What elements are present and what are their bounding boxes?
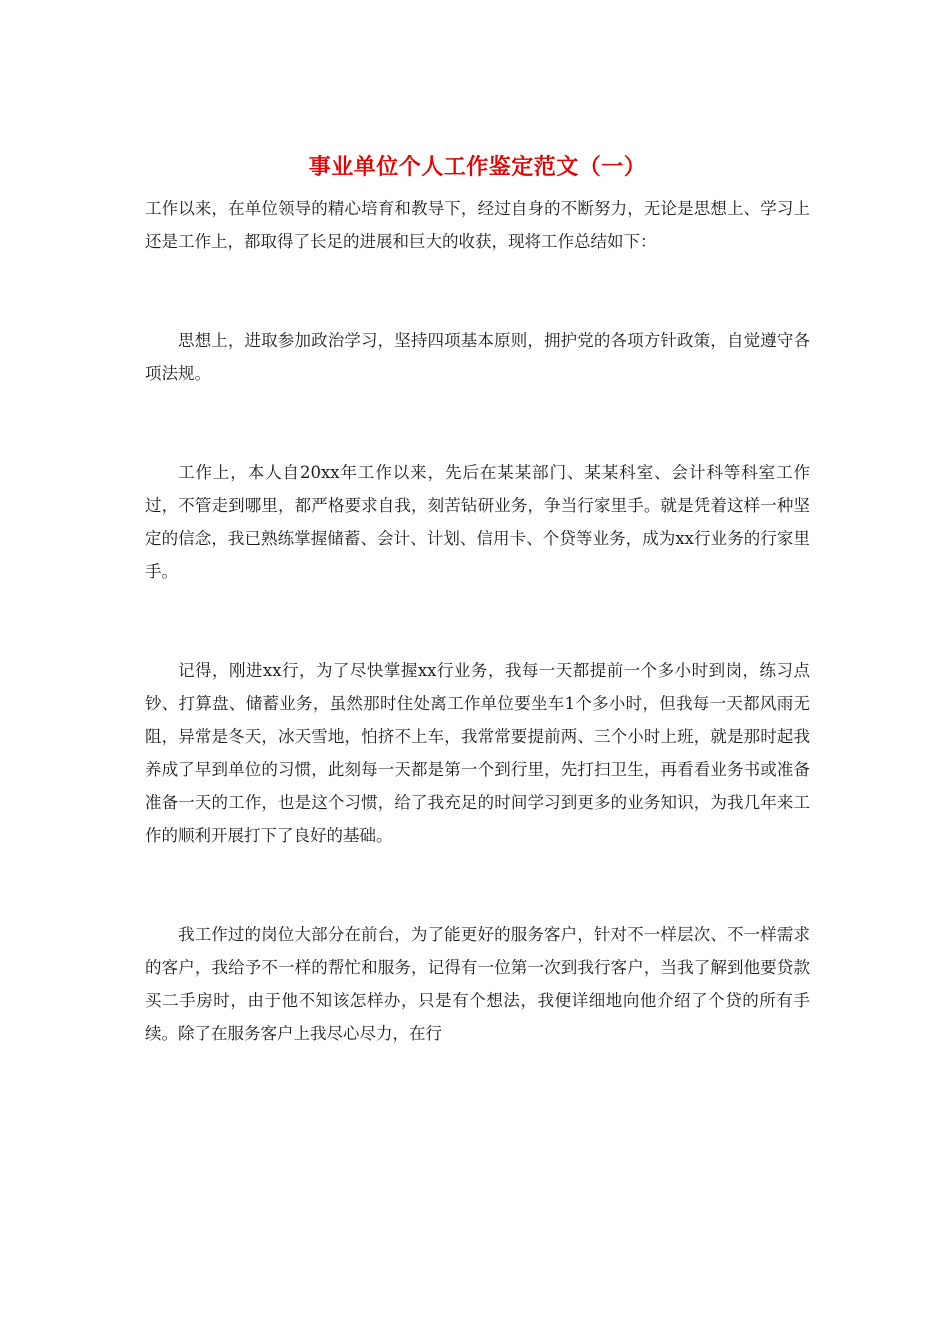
paragraph-spacer — [145, 588, 810, 654]
paragraph-spacer — [145, 390, 810, 456]
paragraph-ideology: 思想上，进取参加政治学习，坚持四项基本原则，拥护党的各项方针政策，自觉遵守各项法规。 — [145, 331, 810, 383]
paragraph-spacer — [145, 258, 810, 324]
paragraph-work: 工作上，本人自20xx年工作以来，先后在某某部门、某某科室、会计科等科室工作过，不管走到哪里，都严格要求自我，刻苦钻研业务，争当行家里手。就是凭着这样一种坚定的信念，我已熟练掌握储蓄、会计、计划、信用卡、个贷等业务，成为xx行业务的行家里手。 — [145, 463, 810, 581]
paragraph-spacer — [145, 852, 810, 918]
document-title: 事业单位个人工作鉴定范文（一） — [308, 154, 647, 180]
paragraph-service: 我工作过的岗位大部分在前台，为了能更好的服务客户，针对不一样层次、不一样需求的客户，我给予不一样的帮忙和服务，记得有一位第一次到我行客户，当我了解到他要贷款买二手房时，由于他不知该怎样办，只是有个想法，我便详细地向他介绍了个贷的所有手续。除了在服务客户上我尽心尽力，在行 — [145, 925, 810, 1043]
document-body — [145, 150, 810, 1050]
paragraph-memory: 记得，刚进xx行，为了尽快掌握xx行业务，我每一天都提前一个多小时到岗，练习点钞、打算盘、储蓄业务，虽然那时住处离工作单位要坐车1个多小时，但我每一天都风雨无阻，异常是冬天，冰天雪地，怕挤不上车，我常常要提前两、三个小时上班，就是那时起我养成了早到单位的习惯，此刻每一天都是第一个到行里，先打扫卫生，再看看业务书或准备准备一天的工作，也是这个习惯，给了我充足的时间学习到更多的业务知识，为我几年来工作的顺利开展打下了良好的基础。 — [145, 661, 810, 845]
paragraph-intro: 工作以来，在单位领导的精心培育和教导下，经过自身的不断努力，无论是思想上、学习上还是工作上，都取得了长足的进展和巨大的收获，现将工作总结如下： — [145, 199, 810, 251]
